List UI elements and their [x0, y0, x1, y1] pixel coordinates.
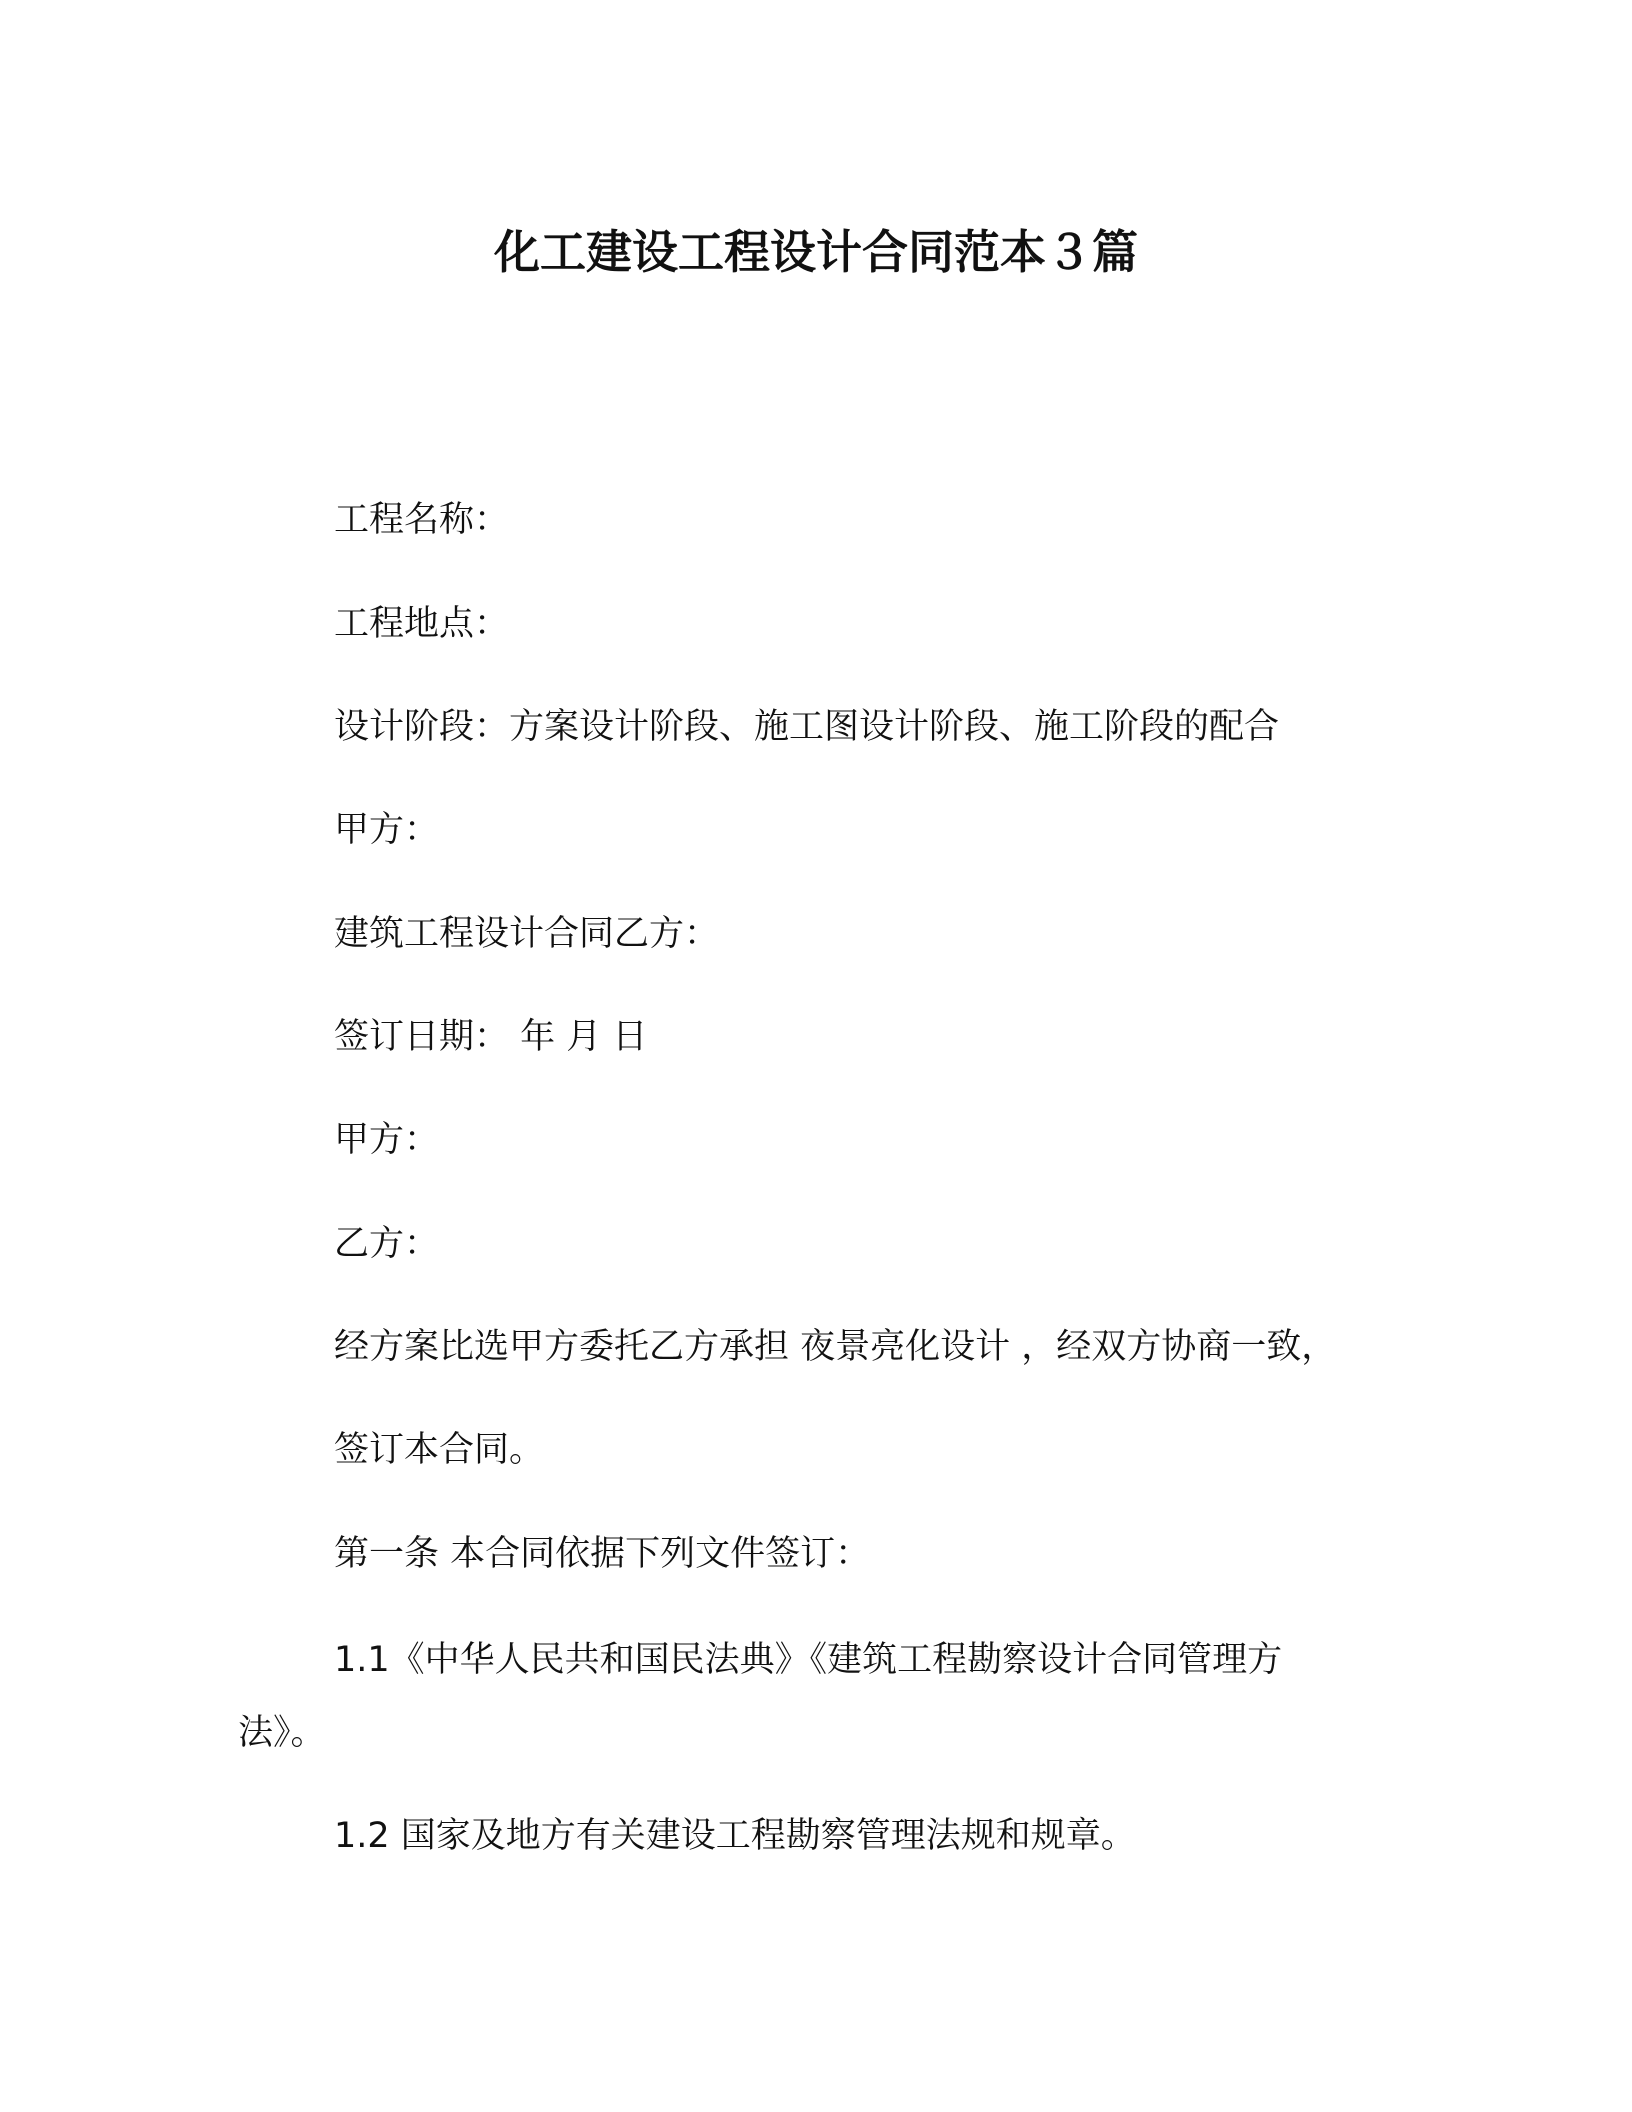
- party-a-line: 甲方：: [334, 810, 440, 850]
- party-b-signature-line: 乙方：: [334, 1224, 440, 1264]
- clause-1-1-line-2: 法》。: [238, 1713, 326, 1753]
- document-title: 化工建设工程设计合同范本３篇: [494, 225, 1138, 279]
- project-location-line: 工程地点：: [334, 604, 510, 644]
- article-one-heading: 第一条 本合同依据下列文件签订：: [334, 1534, 871, 1574]
- intro-paragraph-line-2: 签订本合同。: [334, 1430, 545, 1470]
- signing-date-line: 签订日期： 年 月 日: [334, 1017, 648, 1057]
- party-b-line: 建筑工程设计合同乙方：: [334, 914, 720, 954]
- project-name-line: 工程名称：: [334, 500, 510, 540]
- intro-paragraph-line-1: 经方案比选甲方委托乙方承担 夜景亮化设计 ，经双方协商一致，: [334, 1327, 1337, 1367]
- party-a-signature-line: 甲方：: [334, 1120, 440, 1160]
- design-stage-line: 设计阶段：方案设计阶段、施工图设计阶段、施工阶段的配合: [334, 707, 1280, 747]
- clause-1-2-line: 1.2 国家及地方有关建设工程勘察管理法规和规章。: [334, 1816, 1136, 1856]
- clause-1-1-line-1: 1.1《中华人民共和国民法典》《建筑工程勘察设计合同管理方: [334, 1640, 1283, 1680]
